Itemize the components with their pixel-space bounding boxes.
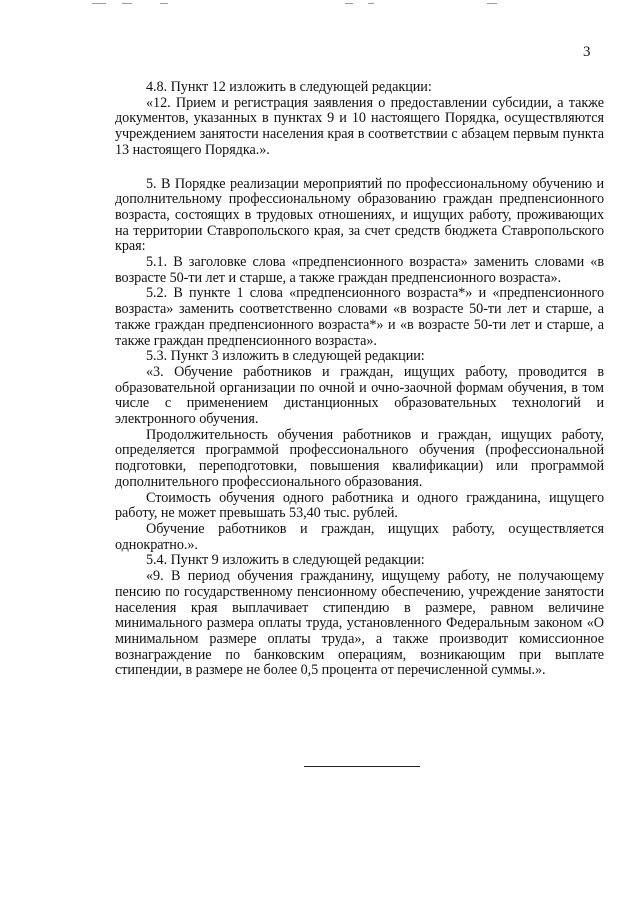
- scan-artifacts: [0, 0, 640, 8]
- scan-mark: [368, 3, 374, 4]
- scan-mark: [345, 3, 353, 4]
- paragraph-5-1: 5.1. В заголовке слова «предпенсионного возраста» заменить словами «в возрасте 50-ти лет и старше, а также граждан предпенсионного возраста».: [115, 254, 604, 286]
- document-body: [115, 80, 604, 679]
- paragraph-duration: Продолжительность обучения работников и граждан, ищущих работу, определяется программой профессионального обучения (профессиональной подготовки, переподготовки, повышения квалификации) или программой дополнительного профессионального образования.: [115, 426, 604, 490]
- scan-mark: [122, 3, 132, 4]
- end-rule: [304, 766, 420, 767]
- paragraph-5-2: 5.2. В пункте 1 слова «предпенсионного возраста*» и «предпенсионного возраста» заменить соответственно словами «в возрасте 50-ти лет и старше, а также граждан предпенсионного возраста*» и «в возрасте 50-ти лет и старше, а также граждан предпенсионного возраста».: [115, 285, 604, 349]
- paragraph-cost: Стоимость обучения одного работника и одного гражданина, ищущего работу, не может превышать 53,40 тыс. рублей.: [115, 489, 604, 522]
- paragraph-3-text: «3. Обучение работников и граждан, ищущих работу, проводится в образовательной организации по очной и очно-заочной формам обучения, в том числе с применением дистанционных образовательных технологий и электронного обучения.: [115, 363, 604, 428]
- paragraph-5: 5. В Порядке реализации мероприятий по профессиональному обучению и дополнительному профессиональному образованию граждан предпенсионного возраста, состоящих в трудовых отношениях, и ищущих работу, проживающих на территории Ставропольского края, за счет средств бюджета Ставропольского края:: [115, 175, 604, 255]
- paragraph-4-8: 4.8. Пункт 12 изложить в следующей редакции:: [146, 79, 432, 95]
- paragraph-9-text: «9. В период обучения гражданину, ищущему работу, не получающему пенсию по государственному пенсионному обеспечению, учреждение занятости населения края выплачивает стипендию в размере, равном величине минимального размера оплаты труда, установленного Федеральным законом «О минимальном размере оплаты труда», а также производит комиссионное вознаграждение по банковским операциям, возникающим при выплате стипендии, в размере не более 0,5 процента от перечисленной суммы.».: [115, 568, 604, 679]
- page-number: 3: [583, 44, 591, 60]
- paragraph-once: Обучение работников и граждан, ищущих работу, осуществляется однократно.».: [115, 520, 604, 553]
- scan-mark: [160, 3, 168, 4]
- paragraph-12-text: «12. Прием и регистрация заявления о предоставлении субсидии, а также документов, указанных в пунктах 9 и 10 настоящего Порядка, осуществляются учреждением занятости населения края в соответствии с абзацем первым пункта 13 настоящего Порядка.».: [115, 94, 604, 158]
- paragraph-5-4: 5.4. Пункт 9 изложить в следующей редакции:: [146, 552, 425, 569]
- paragraph-5-3: 5.3. Пункт 3 изложить в следующей редакции:: [146, 348, 425, 365]
- scan-mark: [92, 3, 106, 4]
- scan-mark: [487, 3, 497, 4]
- paragraph-gap: [115, 159, 604, 177]
